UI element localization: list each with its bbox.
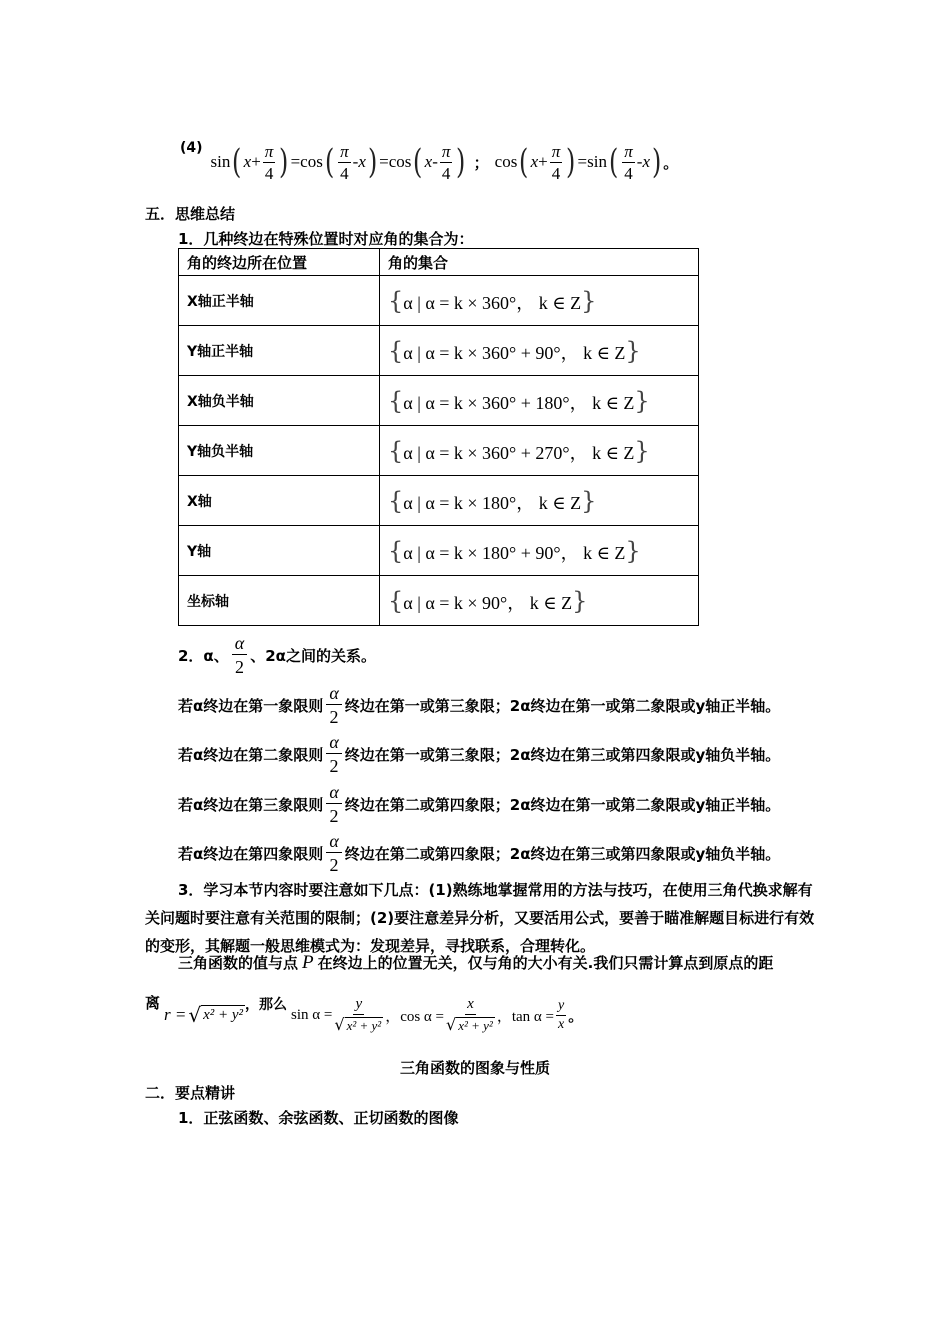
var-x: x [642,152,650,171]
center-title: 三角函数的图象与性质 [399,1059,550,1077]
section-heading: 五．思维总结 [145,205,236,223]
quadrant-line: 若α终边在第二象限则 $\frac{\alpha}{2}$ 终边在第一或第三象限；2α终边在第三或第四象限或y轴负半轴。 [178,732,781,776]
header-cell-position: 角的终边所在位置 [179,249,380,276]
right-paren: ) [367,142,378,182]
left-paren: ( [232,142,242,182]
next-item-1: 1．正弦函数、余弦函数、正切函数的图像 [178,1109,459,1127]
sin-func: sin [210,152,231,171]
pi-over-4: $\frac{\pi}{4}$ [624,141,633,183]
position-cell: Y轴正半轴 [179,326,380,376]
var-x: x [530,152,539,171]
alpha-over-2: $\frac{\alpha}{2}$ [232,634,247,676]
point-p: P [302,952,314,973]
sin-eq: sin α = [291,1006,333,1023]
formula-4-label: (4) [180,140,203,156]
minus-sign: - [432,152,438,171]
cos-func: cos [494,152,518,171]
set-cell: {α | α = k × 360° + 180°， k ∈ Z} [380,376,699,426]
plus-sign: + [251,152,261,171]
left-paren: ( [324,142,335,182]
position-cell: 坐标轴 [179,576,380,626]
r-equals: r = [164,1005,187,1024]
set-cell: {α | α = k × 90°， k ∈ Z} [380,576,699,626]
var-x: x [424,152,433,171]
pi-over-4: $\frac{\pi}{4}$ [264,141,274,183]
table-row [179,576,699,626]
li-char: 离 [145,994,161,1012]
cos-func: =cos [379,152,412,171]
sqrt-expr: √ x² + y² [188,1003,244,1027]
item-2 [178,632,376,678]
angle-set-table [178,248,699,626]
item-1-text: 1．几种终边在特殊位置时对应角的集合为： [178,230,474,248]
position-cell: X轴正半轴 [179,276,380,326]
period: 。 [663,153,679,172]
cos-func: =cos [290,152,323,171]
position-cell: Y轴负半轴 [179,426,380,476]
separator: ； [473,153,489,172]
table-row [179,376,699,426]
cos-fraction: x √ x² + y² [446,996,493,1034]
var-x: x [243,152,252,171]
position-cell: Y轴 [179,526,380,576]
set-cell: {α | α = k × 180°， k ∈ Z} [380,476,699,526]
right-paren: ) [566,142,576,182]
sin-func: =sin [577,152,607,171]
cos-eq: ，cos α = [385,1008,445,1025]
quadrant-line: 若α终边在第四象限则 $\frac{\alpha}{2}$ 终边在第二或第四象限；2α终边在第三或第四象限或y轴负半轴。 [178,831,781,875]
left-paren: ( [608,142,619,182]
minus-sign: - [352,152,359,171]
trig-formula-line [145,990,583,1040]
set-cell: {α | α = k × 360° + 90°， k ∈ Z} [380,326,699,376]
left-paren: ( [519,142,529,182]
table-row [179,476,699,526]
plus-sign: + [538,152,548,171]
table-header-row [179,249,699,276]
then-text: ，那么 [245,997,288,1013]
table-row [179,326,699,376]
quadrant-line: 若α终边在第三象限则 $\frac{\alpha}{2}$ 终边在第二或第四象限；2α终边在第一或第二象限或y轴正半轴。 [178,782,781,826]
section-heading-2: 二．要点精讲 [145,1084,236,1102]
table-row [179,276,699,326]
sin-fraction: y √ x² + y² [334,996,382,1034]
item-2-suffix: 、2α之间的关系。 [250,646,376,665]
pi-over-4: $\frac{\pi}{4}$ [551,141,561,183]
position-cell: X轴 [179,476,380,526]
table-row [179,426,699,476]
set-cell: {α | α = k × 180° + 90°， k ∈ Z} [380,526,699,576]
tan-fraction: $\frac{y}{x}$ [557,997,565,1032]
table-row [179,526,699,576]
right-paren: ) [279,142,289,182]
position-cell: X轴负半轴 [179,376,380,426]
tan-eq: ，tan α = [496,1008,554,1025]
minus-sign: - [636,152,643,171]
set-cell: {α | α = k × 360° + 270°， k ∈ Z} [380,426,699,476]
left-paren: ( [413,142,423,182]
quadrant-line: 若α终边在第一象限则 $\frac{\alpha}{2}$ 终边在第一或第三象限；2α终边在第一或第二象限或y轴正半轴。 [178,683,781,727]
formula-4 [180,136,678,188]
item-2-prefix: 2．α、 [178,646,229,665]
trig-paragraph: 三角函数的值与点 P 在终边上的位置无关，仅与角的大小有关.我们只需计算点到原点的距 [178,952,774,973]
var-x: x [358,152,366,171]
pi-over-4: $\frac{\pi}{4}$ [441,141,451,183]
right-paren: ) [651,142,662,182]
period: 。 [568,1006,584,1025]
item-3-paragraph: 3．学习本节内容时要注意如下几点：(1)熟练地掌握常用的方法与技巧，在使用三角代换求解有关问题时要注意有关范围的限制；(2)要注意差异分析，又要活用公式，要善于瞄准解题目标进行有效的变形，其解题一般思维模式为：发现差异，寻找联系，合理转化。 [145,881,815,955]
right-paren: ) [456,142,466,182]
header-cell-set: 角的集合 [380,249,699,276]
set-cell: {α | α = k × 360°， k ∈ Z} [380,276,699,326]
pi-over-4: $\frac{\pi}{4}$ [340,141,349,183]
